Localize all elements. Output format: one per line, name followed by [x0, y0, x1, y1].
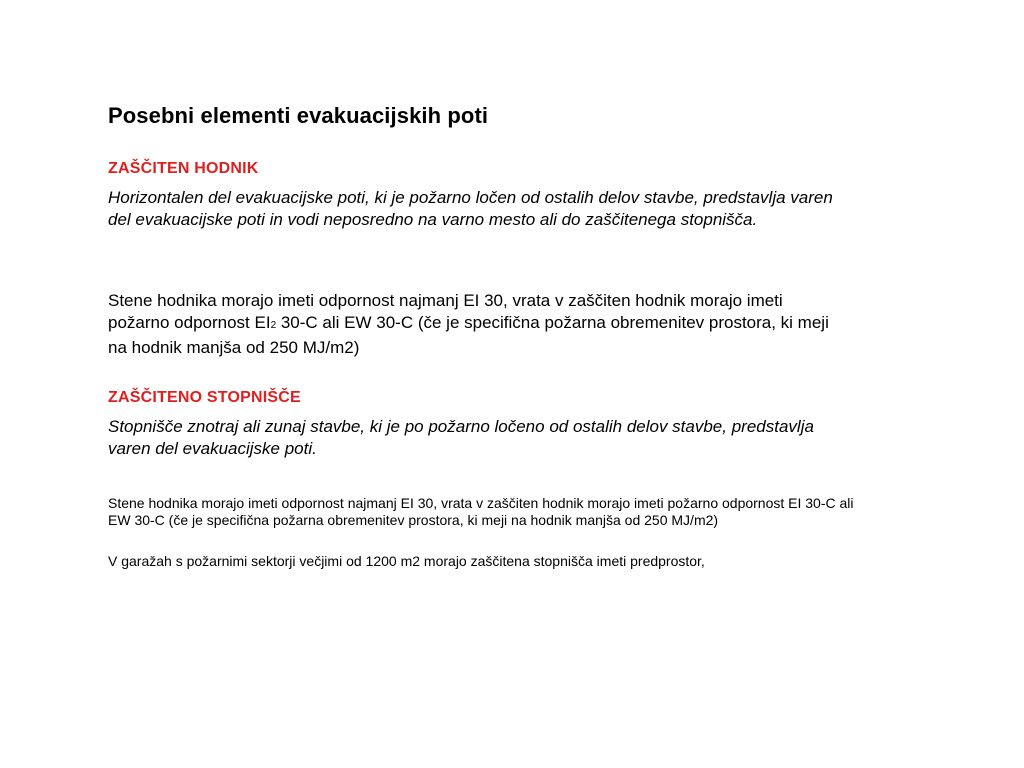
slide-title: Posebni elementi evakuacijskih poti	[108, 103, 489, 128]
requirement-text-end: 30-C ali EW 30-C (če je specifična požarna obremenitev prostora, ki meji na hodnik manjša od 250 MJ/m2)	[108, 313, 829, 357]
protected-corridor-heading: ZAŠČITEN HODNIK	[108, 160, 259, 177]
protected-staircase-definition: Stopnišče znotraj ali zunaj stavbe, ki je po požarno ločeno od ostalih delov stavbe, predstavlja varen del evakuacijske poti.	[108, 417, 814, 458]
protected-corridor-definition: Horizontalen del evakuacijske poti, ki je požarno ločen od ostalih delov stavbe, predstavlja varen del evakuacijske poti in vodi neposredno na varno mesto ali do zaščitenega stopnišča.	[108, 188, 833, 229]
protected-staircase-heading: ZAŠČITENO STOPNIŠČE	[108, 389, 301, 406]
garage-note: V garažah s požarnimi sektorji večjimi od 1200 m2 morajo zaščitena stopnišča imeti predprostor,	[108, 553, 705, 569]
requirement-subscript: 2	[270, 320, 277, 331]
requirement-text-start: Stene hodnika morajo imeti odpornost najmanj EI 30, vrata v zaščiten hodnik morajo imeti požarno odpornost EI	[108, 291, 783, 332]
protected-corridor-requirement	[108, 290, 848, 359]
protected-staircase-requirement: Stene hodnika morajo imeti odpornost najmanj EI 30, vrata v zaščiten hodnik morajo imeti požarno odpornost EI 30-C ali EW 30-C (če je specifična požarna obremenitev prostora, ki meji na hodnik manjša od 250 MJ/m2)	[108, 495, 854, 528]
